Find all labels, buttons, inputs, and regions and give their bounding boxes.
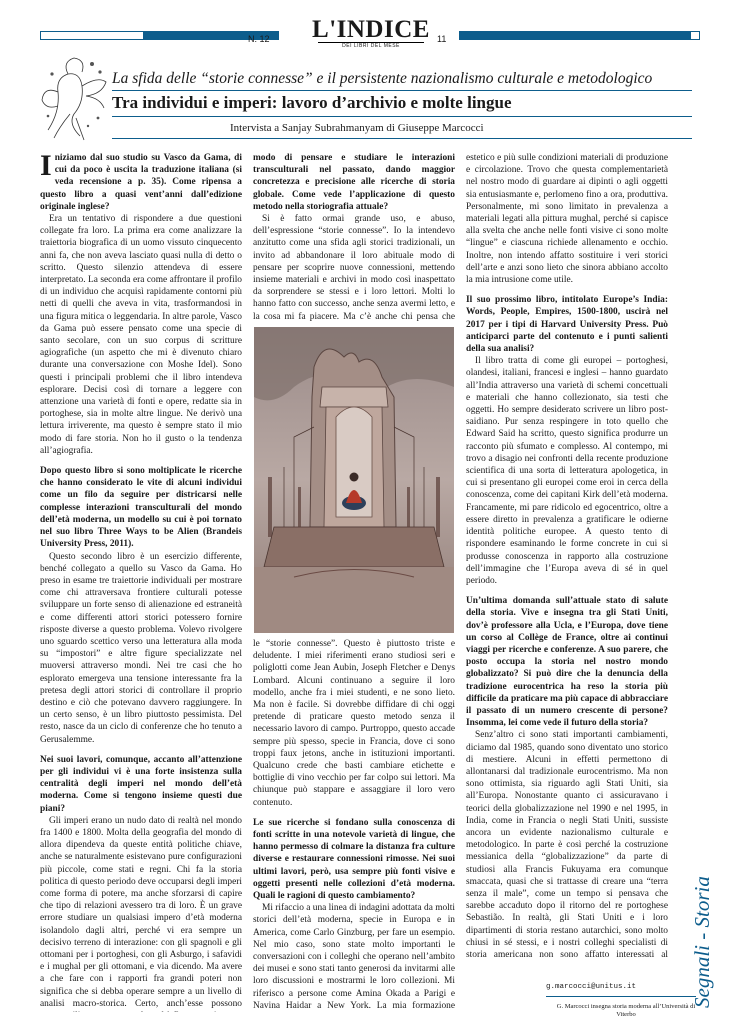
column-2-top (253, 152, 455, 324)
question-5: Le sue ricerche si fondano sulla conoscenza di fonti scritte in una notevole varietà di lingue, che hanno permesso di colmare la distanza fra culture diverse e restaurare connessioni rimosse. Nei suoi ultimi lavori, però, usa sempre più fonti visive e oggetti presenti nelle collezioni d’età moderna. Quali le ragioni di questo cambiamento? (253, 817, 455, 902)
bio-rule (546, 996, 696, 997)
article-kicker: La sfida delle “storie connesse” e il persistente nazionalismo culturale e metodologico (112, 70, 653, 87)
column-2-bottom (253, 638, 455, 1010)
section-label: Segnali - Storia (690, 876, 714, 1008)
answer-3: Gli imperi erano un nudo dato di realtà nel mondo fra 1400 e 1800. Molta della geografia del mondo di allora dipendeva da queste entità politiche chiave, anche se naturalmente esistevano pure configurazioni più piccole, come stati e regni. Chi fa la storia politica di questo periodo deve occuparsi degli imperi come forma di potere, ma anche sforzarsi di capire che tipo di relazioni avessero tra di loro. È un grave errore studiare un qualsiasi impero d’età moderna isolandolo dagli altri, perché vi era sempre un decisivo terreno di interazione: con gli spagnoli e gli ottomani per i portoghesi, con gli Asburgo, i safavidi e i mughal per gli ottomani, e via dicendo. Ma avere a che fare con i rapporti fra grandi poteri non significa che si debba operare sempre a un livello di analisi macro-storica. Certo, anch’esse possono (40, 815, 242, 1009)
question-4-continued: modo di pensare e studiare le interazioni transculturali nel passato, dando maggior concretezza e precisione alle ricerche di storia globale. Come vede l’applicazione di questo metodo nella storiografia attuale? (253, 153, 455, 212)
answer-5: Mi rifaccio a una linea di indagini adottata da molti storici dell’età moderna, specie in Europa e in America, come Carlo Ginzburg, per fare un esempio. Nel mio caso, sono state molto importanti le conversazioni con i colleghi che operano nell’ambito dei musei e sono stati tanto generosi da invitarmi alle loro discussioni e mostrarmi le loro collezioni. Mi riferisco a persone come Amina Okada a Parigi e Navina Haidar a New York. La mia formazione (253, 903, 455, 1010)
section-label-vertical (690, 818, 718, 1008)
answer-4: Si è fatto ormai grande uso, e abuso, dell’espressione “storie connesse”. Io la intendevo anzitutto come una sfida agli storici tradizionali, un invito ad abbandonare il loro abituale modo di pensare per scoprire nuove connessioni, mettendo insieme materiali e archivi in modo così inaspettato da sorprendere se stessi e i loro lettori. Molti lo hanno fatto con successo, anche senza avermi letto, e la cosa mi fa piacere. Ma c’è anche chi pensa che (253, 214, 455, 322)
header-bar-left (40, 31, 279, 40)
article-byline: Intervista a Sanjay Subrahmanyam di Giuseppe Marcocci (230, 122, 484, 134)
question-2: Dopo questo libro si sono moltiplicate le ricerche che hanno considerato le vite di alcuni individui come un filo da seguire per districarsi nelle complesse interazioni transculturali del mondo dell’età moderna, un modello su cui è poi tornato nel suo libro Three Ways to be Alien (Brandeis University Press, 2011). (40, 466, 242, 550)
byline-rule (112, 138, 692, 139)
drop-cap: I (40, 152, 52, 182)
answer-5-continued: estetico e più sulle condizioni materiali di produzione e circolazione. Trovo che questa complementarietà nel nostro modo di guardare ai dipinti o agli oggetti sia entusiasmante e, perlomeno fino a ora, produttiva. Personalmente, mi sono limitato in prevalenza a materiali legati alla pittura mughal, perché si capisce alla svelta che anche nelle fonti visive ci sono molte “lingue” e ciascuna richiede allenamento e occhio. Inoltre, non intendo affatto sostituire i veri storici dell’arte e anzi sono lieto che sinora abbiano accolto la mia intrusione come utile. (466, 153, 668, 286)
question-6: Il suo prossimo libro, intitolato Europe’s India: Words, People, Empires, 1500-1800, uscirà nel 2017 per i tipi di Harvard University Press. Può anticiparci parte del contenuto e i punti salienti della sua analisi? (466, 295, 668, 355)
question-3: Nei suoi lavori, comunque, accanto all’attenzione per gli individui vi è una forte insistenza sulla centralità degli imperi nel mondo dell’età moderna. Come si tengono insieme questi due piani? (40, 754, 242, 814)
column-3 (466, 152, 668, 962)
kicker-rule (112, 90, 692, 91)
header-bar-right (459, 31, 700, 40)
question-7: Un’ultima domanda sull’attuale stato di salute della storia. Vive e insegna tra gli Stati Uniti, dov’è professore alla Ucla, e l’Europa, dove tiene un corso al Collège de France, oltre ai continui viaggi per ricerche e conferenze. A suo parere, che posto occupa la storia nel nostro mondo globalizzato? Si può dire che la denuncia della tradizione eurocentrica ha reso la storia più difficile da praticare ma più capace di abbracciare il passato di un numero crescente di persone? Insomma, lei come vede il futuro della storia? (466, 596, 668, 729)
answer-1: Era un tentativo di rispondere a due questioni collegate fra loro. La prima era come analizzare la traiettoria biografica di un uomo vissuto cinquecento anni fa, che non aveva lasciato quasi nulla di detto o scritto. Questo silenzio attendeva di essere interpretato. La seconda era come affrontare il profilo di un individuo che acquisì rapidamente contorni più netti di quelli che aveva in vita, trasformandosi in una figura mitica o leggendaria. In altre parole, Vasco da Gama può essere pensato come una specie di santo secolare, con un suo corpus di scritture agiografiche (un aspetto che mi è divenuto chiaro durante una conversazione con Moshe Idel). Sono questi i principali problemi che il libro intendeva esplorare. Decisi così di tornare a leggere con attenzione una varietà di fonti e opere, redatte sia in portoghese, sia in molte altre lingue. Ne derivò una lettura irriverente, ma questo è sempre stato il mio modo di fare storia. Non ho il gusto o la tendenza all’agiografia. (40, 214, 242, 456)
author-bio: G. Marcocci insegna storia moderna all’Università di Viterbo (556, 1003, 696, 1018)
answer-4-continued: le “storie connesse”. Questo è piuttosto triste e deludente. I miei riferimenti erano studiosi seri e poliglotti come Jean Aubin, Joseph Fletcher e Denys Lombard. Alcuni continuano a seguire il loro modello, anche fra i miei studenti, e ne sono lieto. Ma non è facile. Si dovrebbe diffidare di chi oggi pretende di praticare questo metodo senza il necessario lavoro di campo. Purtroppo, questo accade sempre più spesso, specie in Francia, dove ci sono troppi faux jetons, anche in istituzioni importanti. Qualcuno crede che basti cambiare etichette e bottiglie di vino vecchio per far colpo sui lettori. Ma chiunque può stappare e assaggiare il loro vero contenuto. (253, 639, 455, 808)
title-rule (112, 116, 692, 117)
angel-vignette-icon (40, 52, 110, 142)
article-title: Tra individui e imperi: lavoro d’archivio e molte lingue (112, 93, 512, 112)
answer-7: Senz’altro ci sono stati importanti cambiamenti, diciamo dal 1985, quando sono diventato uno storico di mestiere. Alcuni in effetti permettono di allontanarsi dal tradizionale eurocentrismo. Ma non sono ottimista, sia riguardo agli Stati Uniti, sia all’Europa. Nonostante quanto ci assicuravano i teorici della globalizzazione nel 1990 e nel 1995, in India, come in Francia o negli Stati Uniti, sussiste ancora un evidente nazionalismo culturale e metodologico. In parte è così perché la costruzione messianica della “globalizzazione” da parte di studiosi alla Francis Fukuyama era comunque smaccata, quasi che si trattasse di creare una “terra senza il male”, come un tempo si pensava che sarebbe accaduto dopo il ritorno del re portoghese Sebastião. In realtà, gli Stati Uniti e i loro dipartimenti di storia restano autarchici, sono molto chiusi in sé stessi, e i nostri colleghi specialisti di storia americana non sono affatto interessati al (466, 730, 668, 960)
answer-6: Il libro tratta di come gli europei – portoghesi, olandesi, italiani, francesi e inglesi – hanno guardato all’India attraverso una varietà di schemi concettuali e materiali che hanno collezionato, sia testi che oggetti. Ho sempre desiderato scrivere un libro post-saidiano. Pur senza respingere in toto quello che Edward Said ha scritto, questo significa produrre un racconto più sfumato e complesso. Al contempo, mi trovo a disagio nei confronti della recente produzione scientifica di una sorta di letteratura apologetica, in cui si presentano gli europei come eroi in cerca della conoscenza, come dei capitani Kirk dell’età moderna. Francamente, mi pare ridicolo ed egocentrico, oltre a essere diretto in prevalenza a gratificare le odierne identità politiche europee. A questo tento di rispondere esaminando le forme concrete in cui si produsse conoscenza in rapporto alla costruzione dell’immagine che l’Europa aveva di sé in quel periodo. (466, 356, 668, 586)
page-number: 11 (437, 34, 447, 44)
answer-2: Questo secondo libro è un esercizio differente, benché collegato a quello su Vasco da Gama. Ho preso in esame tre traiettorie individuali per mostrare come chi attraversava frontiere culturali potesse sviluppare un forte senso di alienazione ed estraneità e come differenti attori storici potessero fornire risposte diverse a questo problema. Volevo rivolgere uno sguardo scettico verso una letteratura alla moda su “impostori” e altre figure specializzate nel muoversi attraverso mondi. Nei tre casi che ho esplorato emergeva una tensione interessante fra la pretesa degli attori storici di controllare il proprio destino e ciò che potevano davvero raggiungere. In un certo senso, è un libro piuttosto pessimista. Del resto, nasce da un ciclo di conferenze che ho tenuto a Gerusalemme. (40, 551, 242, 745)
masthead-title: L'INDICE (312, 16, 430, 43)
masthead-subtitle: DEI LIBRI DEL MESE (318, 42, 424, 49)
question-1: Iniziamo dal suo studio su Vasco da Gama, di cui da poco è uscita la traduzione italiana (si veda recensione a p. 35). Come ripensa a questo libro a quasi vent’anni dall’edizione originale inglese? (40, 152, 242, 212)
temple-painting-illustration (254, 327, 454, 633)
column-1 (40, 152, 242, 1012)
masthead (306, 18, 436, 49)
author-email[interactable]: g.marcocci@unitus.it (546, 983, 637, 991)
issue-label: N. 12 (248, 34, 270, 44)
